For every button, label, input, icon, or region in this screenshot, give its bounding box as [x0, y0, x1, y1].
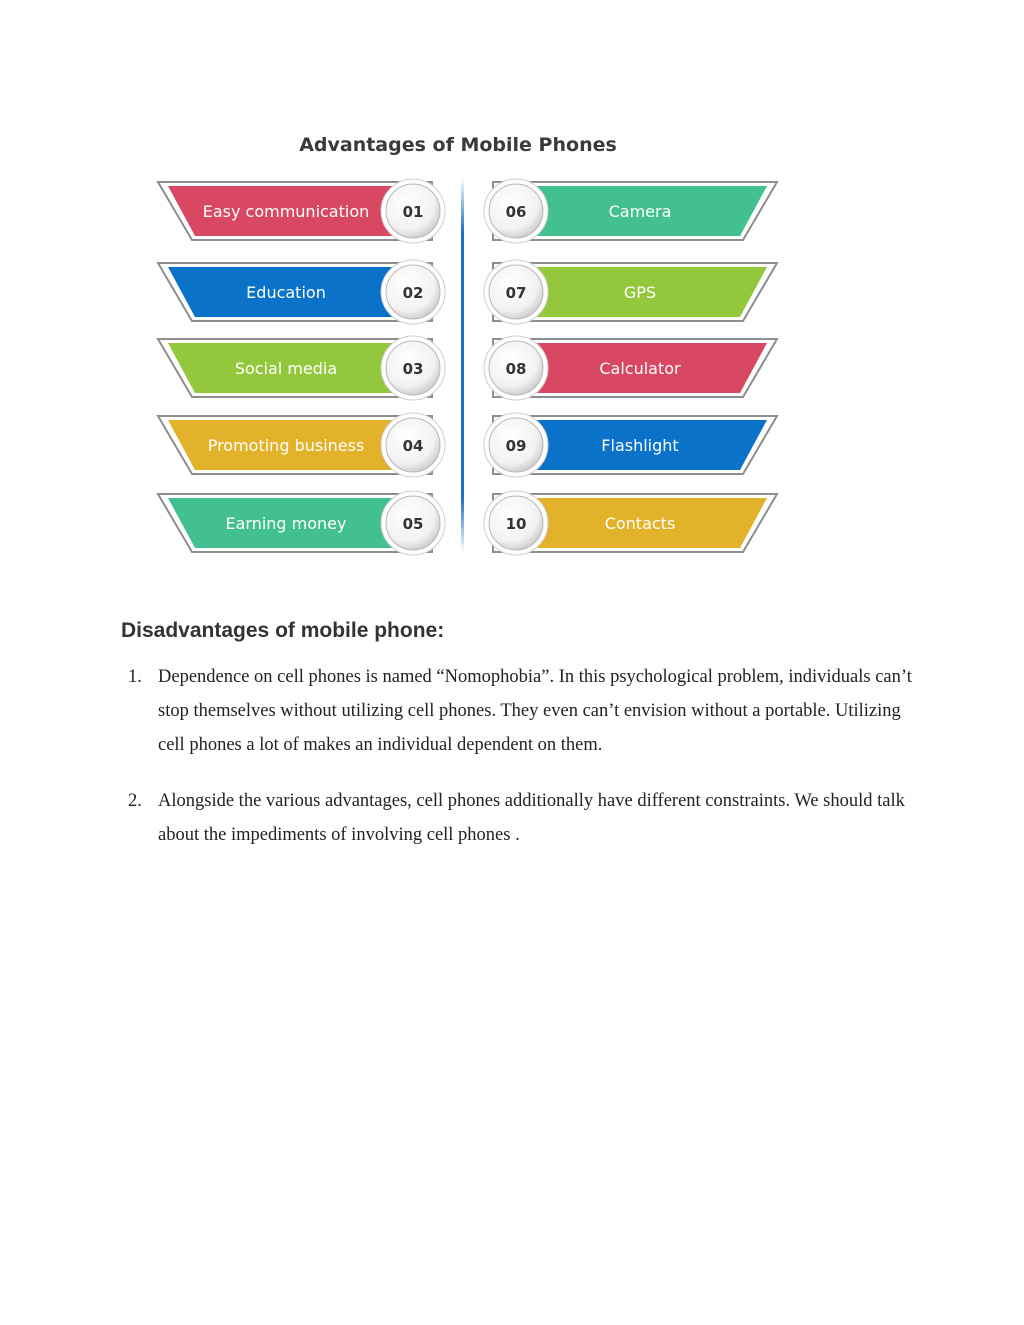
ribbon-number: 06 — [505, 203, 527, 221]
infographic-canvas — [140, 120, 800, 570]
advantages-infographic — [140, 120, 800, 570]
ribbon-label: Flashlight — [601, 436, 679, 455]
section-heading: Disadvantages of mobile phone: — [121, 619, 445, 642]
ribbon-number: 04 — [402, 437, 424, 455]
list-item — [121, 784, 921, 852]
list-item-text: Dependence on cell phones is named “Nomophobia”. In this psychological problem, individuals can’t stop themselves without utilizing cell phones. They even can’t envision without a portable. Utilizing cell phones a lot of makes an individual dependent on them. — [158, 667, 912, 755]
list-item — [121, 660, 921, 762]
infographic-title: Advantages of Mobile Phones — [299, 134, 617, 156]
list-item-text: Alongside the various advantages, cell phones additionally have different constraints. We should talk about the impediments of involving cell phones . — [158, 791, 905, 845]
ribbon-number: 09 — [505, 437, 527, 455]
ribbon-label: GPS — [623, 283, 657, 302]
list-item-number: 2. — [128, 791, 142, 811]
ribbon-number: 08 — [505, 360, 527, 378]
ribbon-number: 10 — [505, 515, 527, 533]
ribbon-number: 05 — [402, 515, 424, 533]
ribbon-label: Camera — [608, 202, 672, 221]
ribbon-number: 01 — [402, 203, 424, 221]
center-divider — [461, 177, 464, 553]
list-item-number: 1. — [128, 667, 142, 687]
ribbon-label: Calculator — [599, 359, 681, 378]
ribbon-label: Earning money — [225, 514, 347, 533]
ribbon-label: Contacts — [604, 514, 676, 533]
ribbon-label: Social media — [234, 359, 338, 378]
ribbon-label: Education — [246, 283, 326, 302]
ribbon-label: Promoting business — [207, 436, 365, 455]
ribbon-number: 07 — [505, 284, 527, 302]
ribbon-label: Easy communication — [202, 202, 370, 221]
disadvantages-list — [121, 660, 921, 874]
ribbon-number: 02 — [402, 284, 424, 302]
infographic-rows — [158, 179, 777, 555]
ribbon-number: 03 — [402, 360, 424, 378]
